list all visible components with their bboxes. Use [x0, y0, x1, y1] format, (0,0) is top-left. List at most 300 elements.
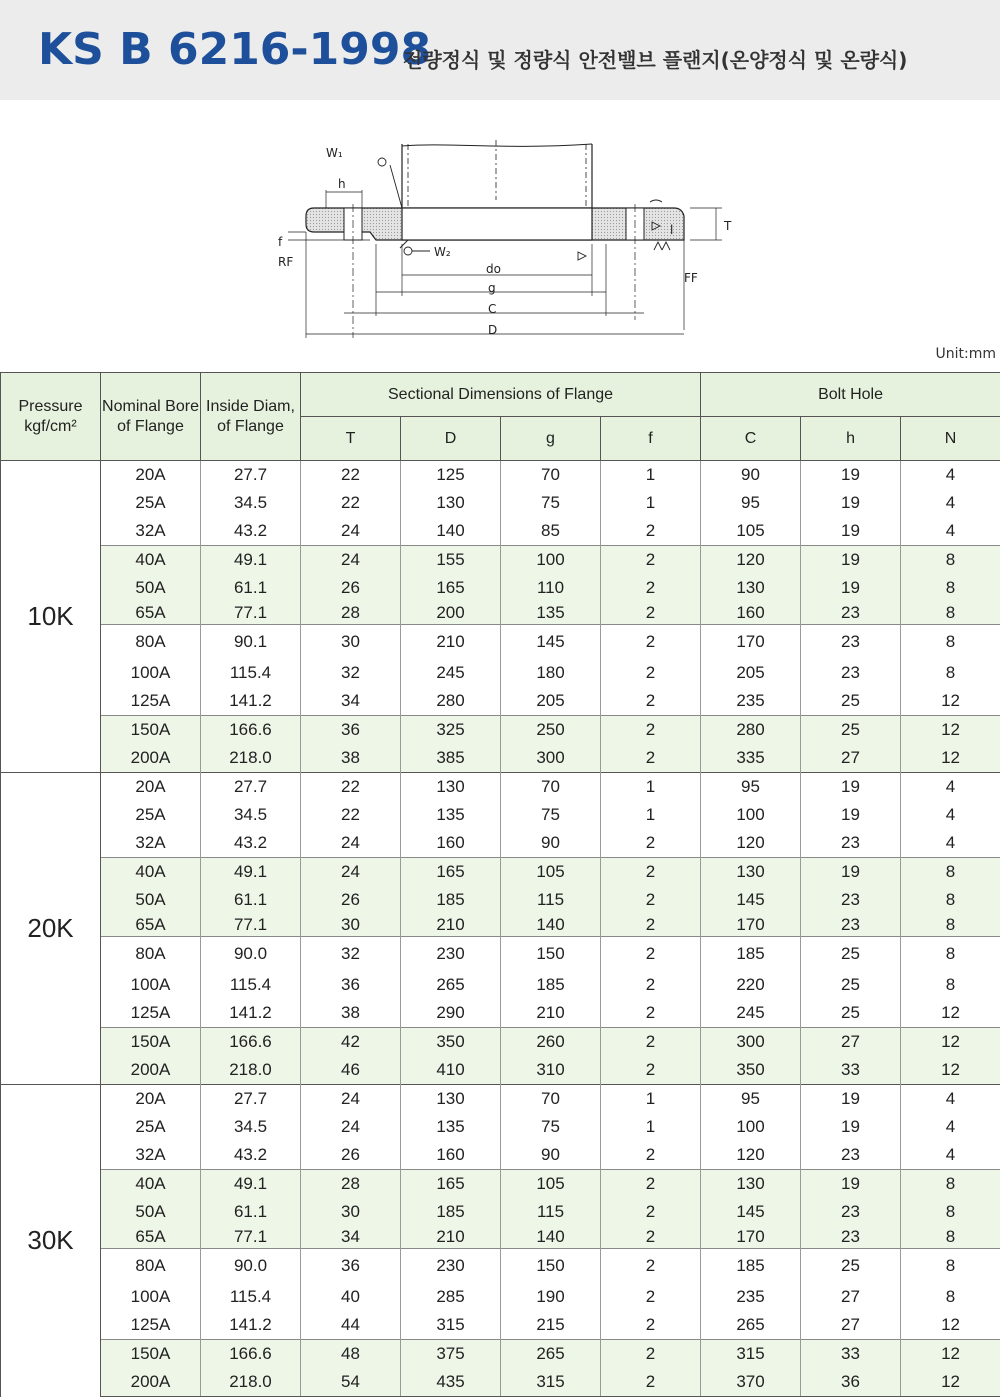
- nominal-bore-cell: 100A: [101, 1283, 201, 1311]
- pressure-class-cell: 30K: [1, 1085, 101, 1397]
- nominal-bore-cell: 200A: [101, 1056, 201, 1085]
- f-cell: 1: [601, 489, 701, 517]
- table-row: [1, 971, 1000, 999]
- d-cell: 265: [401, 971, 501, 999]
- table-row: [1, 1249, 1000, 1284]
- t-cell: 38: [301, 744, 401, 773]
- d-cell: 410: [401, 1056, 501, 1085]
- c-cell: 105: [701, 517, 801, 546]
- label-ff: FF: [684, 271, 698, 285]
- n-cell: 12: [901, 744, 1000, 773]
- d-cell: 435: [401, 1368, 501, 1397]
- n-cell: 12: [901, 1311, 1000, 1340]
- g-cell: 105: [501, 858, 601, 887]
- nominal-bore-cell: 40A: [101, 858, 201, 887]
- f-cell: 2: [601, 1170, 701, 1199]
- d-cell: 290: [401, 999, 501, 1028]
- nominal-bore-cell: 150A: [101, 1028, 201, 1057]
- t-cell: 54: [301, 1368, 401, 1397]
- g-cell: 135: [501, 602, 601, 625]
- d-cell: 130: [401, 773, 501, 802]
- table-row: [1, 461, 1000, 490]
- d-cell: 130: [401, 1085, 501, 1114]
- n-cell: 8: [901, 937, 1000, 972]
- g-cell: 105: [501, 1170, 601, 1199]
- d-cell: 135: [401, 801, 501, 829]
- nominal-bore-cell: 150A: [101, 716, 201, 745]
- inside-diam-cell: 77.1: [201, 1226, 301, 1249]
- header-d: D: [401, 417, 501, 461]
- header-h: h: [801, 417, 901, 461]
- f-cell: 2: [601, 625, 701, 660]
- inside-diam-cell: 43.2: [201, 829, 301, 858]
- f-cell: 2: [601, 1028, 701, 1057]
- table-row: [1, 687, 1000, 716]
- n-cell: 4: [901, 801, 1000, 829]
- table-row: [1, 829, 1000, 858]
- d-cell: 160: [401, 1141, 501, 1170]
- c-cell: 185: [701, 1249, 801, 1284]
- page-subtitle: 전량정식 및 정량식 안전밸브 플랜지(온양정식 및 온량식): [403, 44, 907, 73]
- c-cell: 95: [701, 1085, 801, 1114]
- n-cell: 8: [901, 886, 1000, 914]
- label-rf: RF: [278, 255, 293, 269]
- t-cell: 32: [301, 937, 401, 972]
- h-cell: 19: [801, 858, 901, 887]
- h-cell: 27: [801, 1283, 901, 1311]
- d-cell: 245: [401, 659, 501, 687]
- f-cell: 2: [601, 546, 701, 575]
- g-cell: 90: [501, 1141, 601, 1170]
- t-cell: 46: [301, 1056, 401, 1085]
- d-cell: 165: [401, 1170, 501, 1199]
- n-cell: 12: [901, 687, 1000, 716]
- n-cell: 8: [901, 1198, 1000, 1226]
- nominal-bore-cell: 20A: [101, 773, 201, 802]
- f-cell: 2: [601, 1283, 701, 1311]
- inside-diam-cell: 34.5: [201, 489, 301, 517]
- t-cell: 40: [301, 1283, 401, 1311]
- n-cell: 8: [901, 546, 1000, 575]
- t-cell: 24: [301, 546, 401, 575]
- t-cell: 38: [301, 999, 401, 1028]
- inside-diam-cell: 49.1: [201, 546, 301, 575]
- n-cell: 12: [901, 716, 1000, 745]
- n-cell: 4: [901, 1085, 1000, 1114]
- f-cell: 2: [601, 1311, 701, 1340]
- g-cell: 300: [501, 744, 601, 773]
- d-cell: 165: [401, 858, 501, 887]
- n-cell: 8: [901, 1226, 1000, 1249]
- pressure-class-cell: 20K: [1, 773, 101, 1085]
- f-cell: 2: [601, 687, 701, 716]
- table-row: [1, 517, 1000, 546]
- h-cell: 19: [801, 517, 901, 546]
- h-cell: 25: [801, 937, 901, 972]
- f-cell: 2: [601, 937, 701, 972]
- c-cell: 160: [701, 602, 801, 625]
- t-cell: 22: [301, 773, 401, 802]
- c-cell: 315: [701, 1340, 801, 1369]
- n-cell: 8: [901, 1283, 1000, 1311]
- h-cell: 36: [801, 1368, 901, 1397]
- g-cell: 100: [501, 546, 601, 575]
- h-cell: 23: [801, 1226, 901, 1249]
- unit-label: Unit:mm: [936, 346, 997, 362]
- c-cell: 145: [701, 1198, 801, 1226]
- f-cell: 2: [601, 971, 701, 999]
- nominal-bore-cell: 20A: [101, 1085, 201, 1114]
- t-cell: 24: [301, 517, 401, 546]
- inside-diam-cell: 166.6: [201, 716, 301, 745]
- d-cell: 130: [401, 489, 501, 517]
- t-cell: 44: [301, 1311, 401, 1340]
- table-row: [1, 1311, 1000, 1340]
- header-pressure: Pressure kgf/cm²: [1, 373, 101, 461]
- c-cell: 370: [701, 1368, 801, 1397]
- t-cell: 26: [301, 886, 401, 914]
- c-cell: 130: [701, 1170, 801, 1199]
- f-cell: 2: [601, 1056, 701, 1085]
- t-cell: 22: [301, 489, 401, 517]
- h-cell: 19: [801, 1113, 901, 1141]
- g-cell: 150: [501, 1249, 601, 1284]
- page-header: [0, 0, 1000, 100]
- nominal-bore-cell: 80A: [101, 625, 201, 660]
- h-cell: 19: [801, 546, 901, 575]
- nominal-bore-cell: 65A: [101, 602, 201, 625]
- n-cell: 8: [901, 659, 1000, 687]
- g-cell: 315: [501, 1368, 601, 1397]
- f-cell: 1: [601, 773, 701, 802]
- h-cell: 25: [801, 999, 901, 1028]
- n-cell: 8: [901, 1249, 1000, 1284]
- d-cell: 325: [401, 716, 501, 745]
- h-cell: 23: [801, 886, 901, 914]
- nominal-bore-cell: 125A: [101, 999, 201, 1028]
- table-row: [1, 1283, 1000, 1311]
- f-cell: 1: [601, 1113, 701, 1141]
- d-cell: 210: [401, 914, 501, 937]
- inside-diam-cell: 43.2: [201, 1141, 301, 1170]
- inside-diam-cell: 34.5: [201, 1113, 301, 1141]
- h-cell: 27: [801, 1311, 901, 1340]
- f-cell: 1: [601, 1085, 701, 1114]
- c-cell: 350: [701, 1056, 801, 1085]
- nominal-bore-cell: 25A: [101, 801, 201, 829]
- g-cell: 185: [501, 971, 601, 999]
- nominal-bore-cell: 20A: [101, 461, 201, 490]
- label-f: f: [278, 235, 283, 249]
- h-cell: 27: [801, 1028, 901, 1057]
- table-row: [1, 1170, 1000, 1199]
- nominal-bore-cell: 150A: [101, 1340, 201, 1369]
- f-cell: 2: [601, 1198, 701, 1226]
- n-cell: 4: [901, 517, 1000, 546]
- n-cell: 4: [901, 1141, 1000, 1170]
- h-cell: 19: [801, 801, 901, 829]
- c-cell: 280: [701, 716, 801, 745]
- c-cell: 245: [701, 999, 801, 1028]
- c-cell: 95: [701, 773, 801, 802]
- t-cell: 24: [301, 1085, 401, 1114]
- t-cell: 34: [301, 687, 401, 716]
- n-cell: 12: [901, 1340, 1000, 1369]
- nominal-bore-cell: 65A: [101, 914, 201, 937]
- h-cell: 19: [801, 773, 901, 802]
- table-row: [1, 625, 1000, 660]
- g-cell: 115: [501, 1198, 601, 1226]
- table-row: [1, 858, 1000, 887]
- inside-diam-cell: 218.0: [201, 1056, 301, 1085]
- d-cell: 350: [401, 1028, 501, 1057]
- h-cell: 19: [801, 1085, 901, 1114]
- t-cell: 48: [301, 1340, 401, 1369]
- inside-diam-cell: 77.1: [201, 602, 301, 625]
- t-cell: 26: [301, 1141, 401, 1170]
- g-cell: 250: [501, 716, 601, 745]
- table-row: [1, 1028, 1000, 1057]
- d-cell: 315: [401, 1311, 501, 1340]
- f-cell: 2: [601, 602, 701, 625]
- n-cell: 8: [901, 574, 1000, 602]
- table-row: [1, 489, 1000, 517]
- h-cell: 33: [801, 1056, 901, 1085]
- nominal-bore-cell: 50A: [101, 886, 201, 914]
- t-cell: 36: [301, 716, 401, 745]
- c-cell: 120: [701, 1141, 801, 1170]
- f-cell: 1: [601, 801, 701, 829]
- g-cell: 140: [501, 1226, 601, 1249]
- header-inside-diam: Inside Diam, of Flange: [201, 373, 301, 461]
- n-cell: 4: [901, 829, 1000, 858]
- table-row: [1, 773, 1000, 802]
- d-cell: 230: [401, 1249, 501, 1284]
- label-g: g: [488, 281, 496, 295]
- c-cell: 100: [701, 1113, 801, 1141]
- table-body: [1, 461, 1000, 1397]
- d-cell: 210: [401, 1226, 501, 1249]
- t-cell: 36: [301, 1249, 401, 1284]
- h-cell: 23: [801, 659, 901, 687]
- f-cell: 2: [601, 1226, 701, 1249]
- g-cell: 150: [501, 937, 601, 972]
- t-cell: 30: [301, 914, 401, 937]
- table-row: [1, 546, 1000, 575]
- nominal-bore-cell: 100A: [101, 659, 201, 687]
- header-f: f: [601, 417, 701, 461]
- t-cell: 28: [301, 1170, 401, 1199]
- t-cell: 42: [301, 1028, 401, 1057]
- header-t: T: [301, 417, 401, 461]
- h-cell: 25: [801, 687, 901, 716]
- label-w2: W₂: [434, 245, 451, 259]
- table-row: [1, 1085, 1000, 1114]
- nominal-bore-cell: 32A: [101, 829, 201, 858]
- nominal-bore-cell: 125A: [101, 1311, 201, 1340]
- header-sectional-dimensions: Sectional Dimensions of Flange: [301, 373, 701, 417]
- table-row: [1, 801, 1000, 829]
- h-cell: 23: [801, 1198, 901, 1226]
- c-cell: 235: [701, 1283, 801, 1311]
- inside-diam-cell: 61.1: [201, 886, 301, 914]
- inside-diam-cell: 141.2: [201, 1311, 301, 1340]
- n-cell: 4: [901, 461, 1000, 490]
- nominal-bore-cell: 100A: [101, 971, 201, 999]
- nominal-bore-cell: 32A: [101, 517, 201, 546]
- c-cell: 100: [701, 801, 801, 829]
- t-cell: 26: [301, 574, 401, 602]
- table-row: [1, 1113, 1000, 1141]
- label-do: do: [486, 262, 501, 276]
- table-row: [1, 1198, 1000, 1226]
- inside-diam-cell: 115.4: [201, 659, 301, 687]
- n-cell: 12: [901, 999, 1000, 1028]
- nominal-bore-cell: 125A: [101, 687, 201, 716]
- h-cell: 25: [801, 971, 901, 999]
- d-cell: 285: [401, 1283, 501, 1311]
- f-cell: 2: [601, 829, 701, 858]
- h-cell: 23: [801, 829, 901, 858]
- g-cell: 70: [501, 773, 601, 802]
- n-cell: 8: [901, 625, 1000, 660]
- pressure-class-cell: 10K: [1, 461, 101, 773]
- inside-diam-cell: 166.6: [201, 1340, 301, 1369]
- table-row: [1, 1368, 1000, 1397]
- n-cell: 8: [901, 914, 1000, 937]
- c-cell: 120: [701, 546, 801, 575]
- c-cell: 95: [701, 489, 801, 517]
- inside-diam-cell: 49.1: [201, 1170, 301, 1199]
- inside-diam-cell: 27.7: [201, 461, 301, 490]
- nominal-bore-cell: 80A: [101, 1249, 201, 1284]
- header-c: C: [701, 417, 801, 461]
- f-cell: 2: [601, 517, 701, 546]
- table-row: [1, 659, 1000, 687]
- g-cell: 90: [501, 829, 601, 858]
- t-cell: 30: [301, 1198, 401, 1226]
- n-cell: 4: [901, 773, 1000, 802]
- inside-diam-cell: 49.1: [201, 858, 301, 887]
- h-cell: 23: [801, 914, 901, 937]
- table-row: [1, 1340, 1000, 1369]
- c-cell: 170: [701, 914, 801, 937]
- inside-diam-cell: 218.0: [201, 1368, 301, 1397]
- c-cell: 235: [701, 687, 801, 716]
- g-cell: 75: [501, 489, 601, 517]
- d-cell: 210: [401, 625, 501, 660]
- g-cell: 310: [501, 1056, 601, 1085]
- n-cell: 12: [901, 1028, 1000, 1057]
- inside-diam-cell: 61.1: [201, 574, 301, 602]
- t-cell: 22: [301, 461, 401, 490]
- d-cell: 160: [401, 829, 501, 858]
- g-cell: 215: [501, 1311, 601, 1340]
- t-cell: 24: [301, 829, 401, 858]
- table-row: [1, 937, 1000, 972]
- g-cell: 180: [501, 659, 601, 687]
- g-cell: 75: [501, 801, 601, 829]
- g-cell: 110: [501, 574, 601, 602]
- inside-diam-cell: 27.7: [201, 773, 301, 802]
- f-cell: 2: [601, 1141, 701, 1170]
- nominal-bore-cell: 200A: [101, 1368, 201, 1397]
- inside-diam-cell: 61.1: [201, 1198, 301, 1226]
- c-cell: 335: [701, 744, 801, 773]
- table-row: [1, 716, 1000, 745]
- d-cell: 165: [401, 574, 501, 602]
- table-row: [1, 574, 1000, 602]
- table-row: [1, 1226, 1000, 1249]
- header-n: N: [901, 417, 1000, 461]
- nominal-bore-cell: 40A: [101, 1170, 201, 1199]
- c-cell: 265: [701, 1311, 801, 1340]
- g-cell: 140: [501, 914, 601, 937]
- nominal-bore-cell: 32A: [101, 1141, 201, 1170]
- inside-diam-cell: 90.1: [201, 625, 301, 660]
- inside-diam-cell: 27.7: [201, 1085, 301, 1114]
- t-cell: 32: [301, 659, 401, 687]
- t-cell: 28: [301, 602, 401, 625]
- h-cell: 19: [801, 574, 901, 602]
- label-d: D: [488, 323, 497, 337]
- table-row: [1, 1141, 1000, 1170]
- flange-dimension-table: [0, 372, 1000, 1397]
- n-cell: 8: [901, 971, 1000, 999]
- t-cell: 30: [301, 625, 401, 660]
- f-cell: 2: [601, 1368, 701, 1397]
- f-cell: 2: [601, 1249, 701, 1284]
- c-cell: 185: [701, 937, 801, 972]
- t-cell: 22: [301, 801, 401, 829]
- g-cell: 145: [501, 625, 601, 660]
- d-cell: 230: [401, 937, 501, 972]
- inside-diam-cell: 34.5: [201, 801, 301, 829]
- nominal-bore-cell: 50A: [101, 1198, 201, 1226]
- label-h: h: [338, 177, 346, 191]
- c-cell: 145: [701, 886, 801, 914]
- c-cell: 170: [701, 1226, 801, 1249]
- inside-diam-cell: 218.0: [201, 744, 301, 773]
- h-cell: 23: [801, 625, 901, 660]
- inside-diam-cell: 90.0: [201, 1249, 301, 1284]
- nominal-bore-cell: 40A: [101, 546, 201, 575]
- label-l: l: [670, 223, 673, 237]
- h-cell: 19: [801, 461, 901, 490]
- n-cell: 12: [901, 1056, 1000, 1085]
- g-cell: 85: [501, 517, 601, 546]
- inside-diam-cell: 43.2: [201, 517, 301, 546]
- table-row: [1, 914, 1000, 937]
- table-row: [1, 602, 1000, 625]
- d-cell: 155: [401, 546, 501, 575]
- g-cell: 70: [501, 1085, 601, 1114]
- h-cell: 25: [801, 1249, 901, 1284]
- table-row: [1, 1056, 1000, 1085]
- c-cell: 90: [701, 461, 801, 490]
- n-cell: 8: [901, 602, 1000, 625]
- nominal-bore-cell: 200A: [101, 744, 201, 773]
- n-cell: 8: [901, 858, 1000, 887]
- g-cell: 205: [501, 687, 601, 716]
- f-cell: 2: [601, 914, 701, 937]
- label-w1: W₁: [326, 146, 343, 160]
- inside-diam-cell: 141.2: [201, 687, 301, 716]
- page-title: KS B 6216-1998: [38, 24, 431, 75]
- d-cell: 135: [401, 1113, 501, 1141]
- inside-diam-cell: 115.4: [201, 971, 301, 999]
- header-nominal-bore: Nominal Bore of Flange: [101, 373, 201, 461]
